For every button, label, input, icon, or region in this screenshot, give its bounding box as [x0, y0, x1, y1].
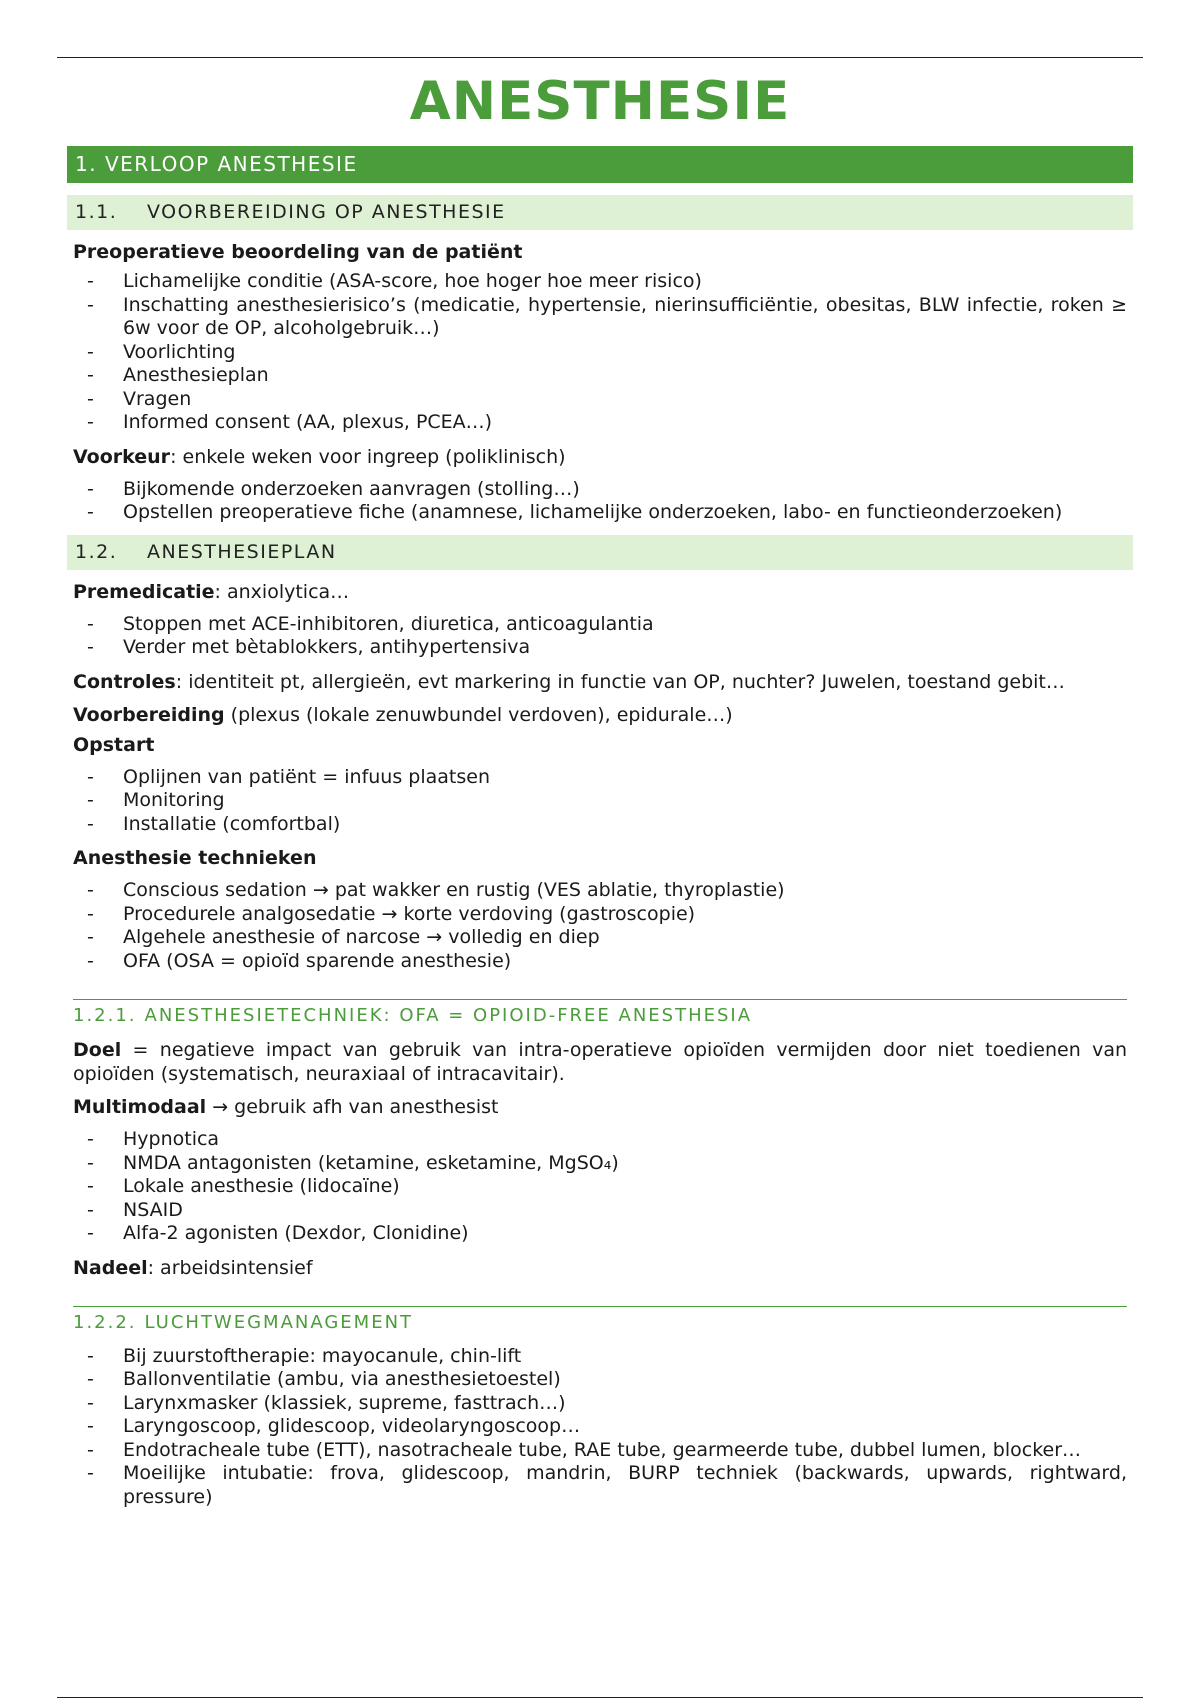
- dash-bullet-icon: -: [87, 340, 94, 363]
- dash-bullet-icon: -: [87, 1151, 94, 1174]
- list-item-text: Informed consent (AA, plexus, PCEA…): [123, 411, 493, 433]
- dash-bullet-icon: -: [87, 270, 94, 292]
- list-item: [73, 1368, 1127, 1392]
- list-item-text: OFA (OSA = opioïd sparende anesthesie): [123, 949, 512, 972]
- subsection-title: VOORBEREIDING OP ANESTHESIE: [147, 201, 506, 223]
- dash-bullet-icon: -: [87, 387, 94, 410]
- premedicatie-paragraph: Premedicatie: anxiolytica…: [73, 580, 350, 603]
- dash-bullet-icon: -: [87, 902, 94, 925]
- dash-bullet-icon: -: [87, 1462, 94, 1484]
- list-item-text: Stoppen met ACE-inhibitoren, diuretica, anticoagulantia: [123, 612, 654, 635]
- list-item: [73, 364, 1127, 388]
- dash-bullet-icon: -: [87, 477, 94, 500]
- list-item-text: Algehele anesthesie of narcose → volledig en diep: [123, 926, 600, 948]
- list-item-text: Opstellen preoperatieve fiche (anamnese, lichamelijke onderzoeken, labo- en functieonderzoeken): [123, 501, 1063, 523]
- nadeel-paragraph: Nadeel: arbeidsintensief: [73, 1256, 313, 1279]
- opstart-list: [73, 766, 1127, 837]
- premedicatie-list: [73, 613, 1127, 660]
- subsubsection-number: 1.2.1.: [73, 1005, 137, 1026]
- list-item-text: Larynxmasker (klassiek, supreme, fasttrach…): [123, 1391, 566, 1414]
- list-item-text: Moeilijke intubatie: frova, glidescoop, mandrin, BURP techniek (backwards, upwards, rightward, pressure): [123, 1462, 1127, 1508]
- list-item-text: Lichamelijke conditie (ASA-score, hoe hoger hoe meer risico): [123, 270, 702, 292]
- list-item: [73, 766, 1127, 790]
- dash-bullet-icon: -: [87, 1344, 94, 1367]
- list-item-text: Installatie (comfortbal): [123, 812, 341, 835]
- dash-bullet-icon: -: [87, 612, 94, 635]
- multimodaal-list: [73, 1128, 1127, 1246]
- list-item-text: Endotracheale tube (ETT), nasotracheale tube, RAE tube, gearmeerde tube, dubbel lumen, blocker…: [123, 1438, 1082, 1461]
- list-item: [73, 950, 1127, 974]
- dash-bullet-icon: -: [87, 879, 94, 901]
- list-item-text: Vragen: [123, 387, 192, 410]
- list-item: [73, 1222, 1127, 1246]
- list-item: [73, 478, 1127, 502]
- technieken-list: [73, 879, 1127, 973]
- list-item-text: Alfa-2 agonisten (Dexdor, Clonidine): [123, 1222, 469, 1244]
- controles-paragraph: Controles: identiteit pt, allergieën, evt markering in functie van OP, nuchter? Juwelen, toestand gebit…: [73, 670, 1065, 693]
- dash-bullet-icon: -: [87, 1222, 94, 1244]
- list-item: [73, 926, 1127, 950]
- multimodaal-paragraph: Multimodaal → gebruik afh van anesthesist: [73, 1096, 499, 1118]
- preop-heading: Preoperatieve beoordeling van de patiënt: [73, 241, 523, 263]
- luchtweg-list: [73, 1345, 1127, 1510]
- subsection-heading-anesthesieplan: [67, 535, 1133, 570]
- dash-bullet-icon: -: [87, 501, 94, 523]
- section-heading-verloop: 1. VERLOOP ANESTHESIE: [67, 146, 1133, 183]
- subsection-number: 1.1.: [75, 201, 118, 223]
- list-item: [73, 1415, 1127, 1439]
- voorkeur-list: [73, 478, 1127, 525]
- dash-bullet-icon: -: [87, 1175, 94, 1197]
- dash-bullet-icon: -: [87, 411, 94, 433]
- list-item-text: Inschatting anesthesierisico’s (medicatie, hypertensie, nierinsufficiëntie, obesitas, BLW infectie, roken ≥ 6w voor de OP, alcoholgebruik…): [123, 293, 1127, 339]
- doel-paragraph: Doel = negatieve impact van gebruik van intra-operatieve opioïden vermijden door niet toedienen van opioïden (systematisch, neuraxiaal of intracavitair).: [73, 1039, 1127, 1085]
- voorkeur-paragraph: Voorkeur: enkele weken voor ingreep (poliklinisch): [73, 445, 566, 468]
- dash-bullet-icon: -: [87, 293, 94, 316]
- dash-bullet-icon: -: [87, 1368, 94, 1390]
- dash-bullet-icon: -: [87, 789, 94, 811]
- dash-bullet-icon: -: [87, 926, 94, 948]
- list-item-text: Ballonventilatie (ambu, via anesthesietoestel): [123, 1368, 561, 1390]
- dash-bullet-icon: -: [87, 949, 94, 972]
- preop-list: [73, 270, 1127, 435]
- dash-bullet-icon: -: [87, 1198, 94, 1221]
- list-item: [73, 501, 1127, 525]
- list-item: [73, 903, 1127, 927]
- subsubsection-number: 1.2.2.: [73, 1311, 137, 1333]
- list-item-text: Hypnotica: [123, 1128, 220, 1150]
- list-item-text: Conscious sedation → pat wakker en rustig (VES ablatie, thyroplastie): [123, 879, 785, 901]
- list-item: [73, 294, 1127, 341]
- list-item: [73, 1439, 1127, 1463]
- list-item: [73, 1199, 1127, 1223]
- list-item: [73, 1152, 1127, 1176]
- list-item-text: Verder met bètablokkers, antihypertensiva: [123, 636, 531, 658]
- list-item: [73, 1345, 1127, 1369]
- list-item-text: Bijkomende onderzoeken aanvragen (stolling…): [123, 477, 580, 500]
- dash-bullet-icon: -: [87, 364, 94, 386]
- list-item: [73, 636, 1127, 660]
- subsection-number: 1.2.: [75, 540, 118, 563]
- list-item-text: Bij zuurstoftherapie: mayocanule, chin-lift: [123, 1344, 522, 1367]
- dash-bullet-icon: -: [87, 1438, 94, 1461]
- list-item: [73, 1175, 1127, 1199]
- dash-bullet-icon: -: [87, 765, 94, 788]
- document-title: ANESTHESIE: [409, 71, 791, 132]
- dash-bullet-icon: -: [87, 1391, 94, 1414]
- list-item-text: Procedurele analgosedatie → korte verdoving (gastroscopie): [123, 902, 696, 925]
- subsubsection-heading-luchtweg: [73, 1306, 1127, 1335]
- list-item: [73, 270, 1127, 294]
- list-item: [73, 1392, 1127, 1416]
- list-item-text: Lokale anesthesie (lidocaïne): [123, 1175, 400, 1197]
- list-item: [73, 789, 1127, 813]
- voorbereiding-paragraph: Voorbereiding (plexus (lokale zenuwbundel verdoven), epidurale…): [73, 703, 733, 726]
- subsubsection-title: LUCHTWEGMANAGEMENT: [144, 1311, 414, 1333]
- list-item-text: Voorlichting: [123, 340, 236, 363]
- subsubsection-heading-ofa: [73, 999, 1127, 1028]
- top-rule: [57, 57, 1143, 58]
- list-item: [73, 388, 1127, 412]
- list-item-text: Oplijnen van patiënt = infuus plaatsen: [123, 765, 490, 788]
- list-item-text: NSAID: [123, 1198, 183, 1221]
- dash-bullet-icon: -: [87, 1128, 94, 1150]
- dash-bullet-icon: -: [87, 636, 94, 658]
- technieken-heading: Anesthesie technieken: [73, 847, 317, 869]
- bottom-rule: [57, 1697, 1143, 1698]
- list-item-text: Monitoring: [123, 789, 225, 811]
- subsection-heading-voorbereiding: [67, 195, 1133, 230]
- subsubsection-title: ANESTHESIETECHNIEK: OFA = OPIOID-FREE ANESTHESIA: [144, 1005, 753, 1026]
- dash-bullet-icon: -: [87, 1415, 94, 1437]
- list-item: [73, 1462, 1127, 1509]
- document-body: [67, 70, 1133, 1519]
- list-item: [73, 813, 1127, 837]
- subsection-title: ANESTHESIEPLAN: [147, 540, 337, 563]
- list-item-text: Laryngoscoop, glidescoop, videolaryngoscoop…: [123, 1415, 581, 1437]
- list-item: [73, 411, 1127, 435]
- list-item: [73, 1128, 1127, 1152]
- list-item: [73, 341, 1127, 365]
- dash-bullet-icon: -: [87, 812, 94, 835]
- list-item-text: Anesthesieplan: [123, 364, 269, 386]
- list-item: [73, 879, 1127, 903]
- opstart-heading: Opstart: [73, 733, 155, 756]
- list-item: [73, 613, 1127, 637]
- list-item-text: NMDA antagonisten (ketamine, esketamine, MgSO₄): [123, 1151, 619, 1174]
